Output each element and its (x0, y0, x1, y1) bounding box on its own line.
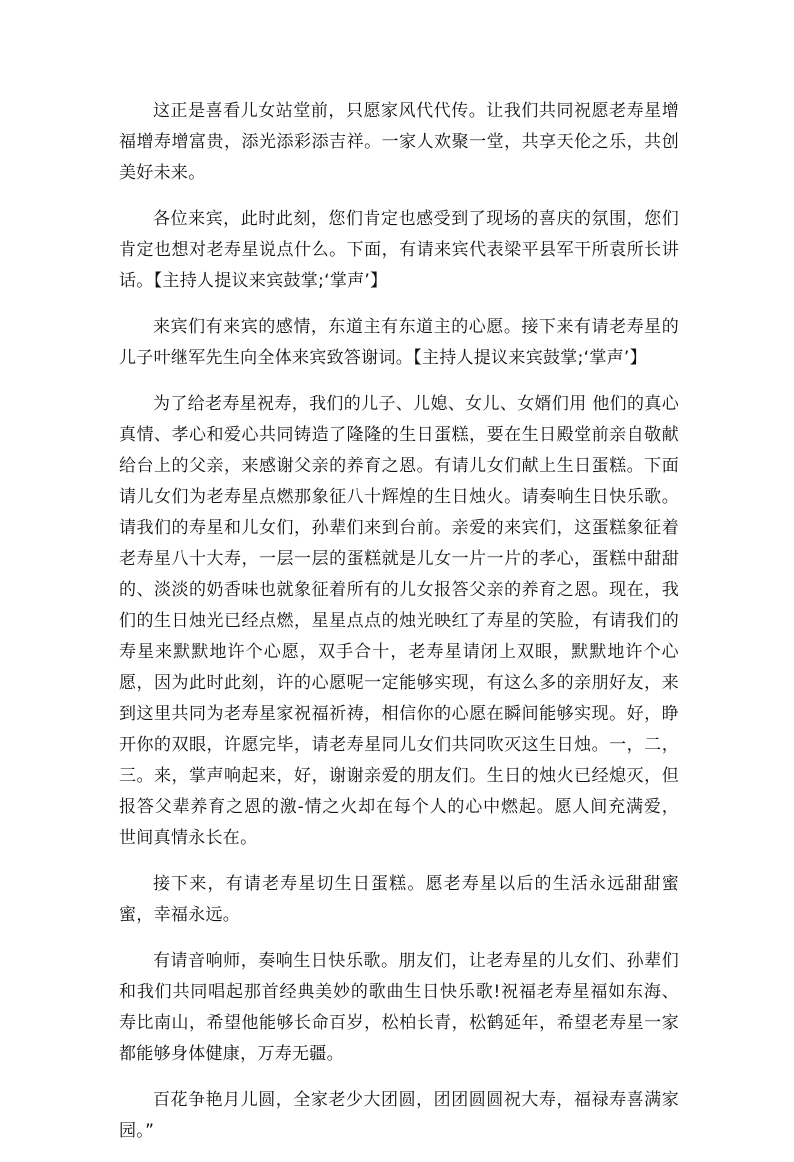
paragraph-7: 百花争艳月儿圆，全家老少大团圆，团团圆圆祝大寿，福禄寿喜满家园。” (119, 1090, 679, 1141)
paragraph-4: 为了给老寿星祝寿，我们的儿子、儿媳、女儿、女婿们用 他们的真心真情、孝心和爱心共同铸造了隆隆的生日蛋糕，要在生日殿堂前亲自敬献给台上的父亲，来感谢父亲的养育之恩。有请儿女们献上生日蛋糕。下面请儿女们为老寿星点燃那象征八十辉煌的生日烛火。请奏响生日快乐歌。请我们的寿星和儿女们，孙辈们来到台前。亲爱的来宾们，这蛋糕象征着老寿星八十大寿，一层一层的蛋糕就是儿女一片一片的孝心，蛋糕中甜甜的、淡淡的奶香味也就象征着所有的儿女报答父亲的养育之恩。现在，我们的生日烛光已经点燃，星星点点的烛光映红了寿星的笑脸，有请我们的寿星来默默地许个心愿，双手合十，老寿星请闭上双眼，默默地许个心愿，因为此时此刻，许的心愿呢一定能够实现，有这么多的亲朋好友，来到这里共同为老寿星家祝福祈祷，相信你的心愿在瞬间能够实现。好，睁开你的双眼，许愿完毕，请老寿星同儿女们共同吹灭这生日烛。一，二，三。来，掌声响起来，好，谢谢亲爱的朋友们。生日的烛火已经熄灭，但报答父辈养育之恩的激-情之火却在每个人的心中燃起。愿人间充满爱，世间真情永长在。 (119, 394, 679, 848)
paragraph-2: 各位来宾，此时此刻，您们肯定也感受到了现场的喜庆的氛围，您们肯定也想对老寿星说点什么。下面，有请来宾代表梁平县军干所袁所长讲话。【主持人提议来宾鼓掌;‘掌声’】 (119, 209, 679, 291)
paragraph-5: 接下来，有请老寿星切生日蛋糕。愿老寿星以后的生活永远甜甜蜜蜜，幸福永远。 (119, 874, 679, 925)
paragraph-1: 这正是喜看儿女站堂前，只愿家风代代传。让我们共同祝愿老寿星增福增寿增富贵，添光添彩添吉祥。一家人欢聚一堂，共享天伦之乐，共创美好未来。 (119, 101, 679, 183)
document-body (119, 96, 679, 1162)
paragraph-3: 来宾们有来宾的感情，东道主有东道主的心愿。接下来有请老寿星的儿子叶继军先生向全体来宾致答谢词。【主持人提议来宾鼓掌;‘掌声’】 (119, 317, 679, 368)
paragraph-6: 有请音响师，奏响生日快乐歌。朋友们，让老寿星的儿女们、孙辈们和我们共同唱起那首经典美妙的歌曲生日快乐歌!祝福老寿星福如东海、寿比南山，希望他能够长命百岁，松柏长青，松鹤延年，希望老寿星一家都能够身体健康，万寿无疆。 (119, 951, 679, 1064)
